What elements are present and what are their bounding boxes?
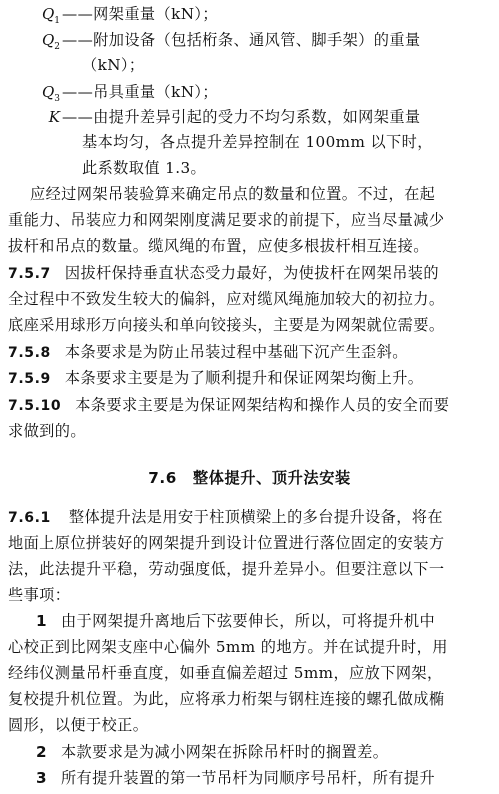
item-text: 所有提升装置的第一节吊杆为同顺序号吊杆，所有提升 [60,769,436,787]
clause-text: 全过程中不致发生较大的偏斜，应对缆风绳施加较大的初拉力。 [8,290,445,308]
clause-text: 本条要求主要是为保证网架结构和操作人员的安全而要 [75,396,450,414]
clause-text: 求做到的。 [8,422,86,440]
item-text: 心校正到比网架支座中心偏外 5mm 的地方。并在试提升时，用 [8,638,448,656]
clause-text: 法，此法提升平稳，劳动强度低，提升差异小。但要注意以下一 [8,560,445,578]
item-text: 经纬仪测量吊杆垂直度，如垂直偏差超过 5mm，应放下网架， [8,664,443,682]
symbol-q3: $Q_3$ [41,83,60,104]
clause-number: 7.5.7 [8,266,51,282]
item-text: 本款要求是为减小网架在拆除吊杆时的搁置差。 [60,743,389,761]
clause-text: 本条要求是为防止吊装过程中基础下沉产生歪斜。 [64,343,408,361]
paragraph-line: 拔杆和吊点的数量。缆风绳的布置，应使多根拔杆相互连接。 [8,237,429,255]
item-text: 复校提升机位置。为此，应将承力桁架与钢柱连接的螺孔做成椭 [8,690,445,708]
section-number: 7.6 [148,469,177,487]
clause-number: 7.5.9 [8,371,51,387]
symbol-q2: $Q_2$ [41,31,60,52]
paragraph-line: 重能力、吊装应力和网架刚度满足要求的前提下，应当尽量减少 [8,211,445,229]
clause-number: 7.6.1 [8,510,51,526]
clause-text: 整体提升法是用安于柱顶横梁上的多台提升设备，将在 [68,508,443,526]
item-number: 2 [36,743,47,761]
symbol-k: K [48,108,60,126]
clause-text: 本条要求主要是为了顺利提升和保证网架均衡上升。 [64,369,424,387]
paragraph-line: 应经过网架吊装验算来确定吊点的数量和位置。不过，在起 [30,185,436,203]
item-text: 圆形，以便于校正。 [8,716,149,734]
item-number: 1 [36,612,47,630]
definition-k-text: ——由提升差异引起的受力不均匀系数，如网架重量 [62,108,421,126]
clause-number: 7.5.10 [8,398,62,414]
definition-q2-text: ——附加设备（包括桁条、通风管、脚手架）的重量 [62,31,421,49]
item-number: 3 [36,769,47,787]
clause-text: 因拔杆保持垂直状态受力最好，为使拔杆在网架吊装的 [64,264,439,282]
symbol-q1: $Q_1$ [41,5,60,26]
clause-text: 底座采用球形万向接头和单向铰接头，主要是为网架就位需要。 [8,316,445,334]
definition-k-text-cont: 此系数取值 1.3。 [82,159,207,177]
definition-q3-text: ——吊具重量（kN）； [62,83,218,101]
definition-q1-text: ——网架重量（kN）； [62,5,218,23]
item-text: 由于网架提升离地后下弦要伸长，所以，可将提升机中 [60,612,436,630]
section-title: 整体提升、顶升法安装 [192,469,351,487]
definition-k-text-cont: 基本均匀，各点提升差异控制在 100mm 以下时， [82,133,433,151]
clause-number: 7.5.8 [8,345,51,361]
clause-text: 些事项： [8,586,71,604]
section-heading [0,468,499,488]
clause-text: 地面上原位拼装好的网架提升到设计位置进行落位固定的安装方 [8,534,445,552]
definition-q2-text-cont: （kN）； [82,56,145,74]
